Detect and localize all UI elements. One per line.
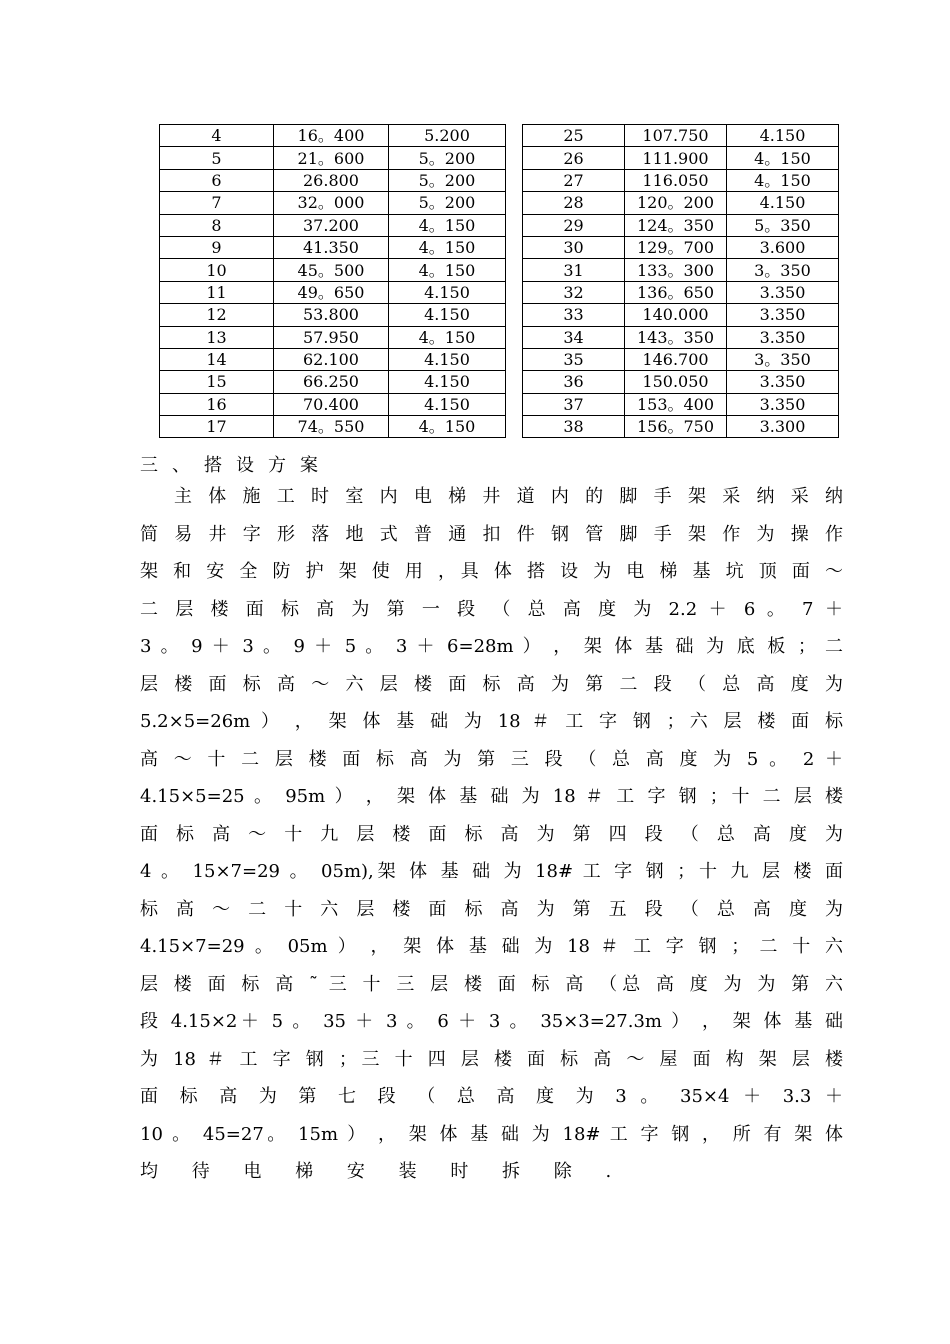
table-cell: 4。150: [389, 259, 506, 281]
table-row: [523, 125, 839, 147]
table-cell: 120。200: [625, 192, 727, 214]
table-cell: 3.350: [727, 326, 839, 348]
table-cell: 156。750: [625, 416, 727, 438]
paragraph-line: 高 ～ 十 二 层 楼 面 标 高 为 第 三 段 （ 总 高 度 为 5 。 2 ＋: [140, 748, 843, 770]
table-cell: 27: [523, 169, 625, 191]
table-row: [523, 147, 839, 169]
table-cell: 3.350: [727, 304, 839, 326]
table-cell: 28: [523, 192, 625, 214]
paragraph-line: 层 楼 面 标 高 ～ 六 层 楼 面 标 高 为 第 二 段 （ 总 高 度 为: [140, 673, 843, 695]
table-cell: 124。350: [625, 214, 727, 236]
table-cell: 143。350: [625, 326, 727, 348]
table-cell: 10: [160, 259, 274, 281]
table-cell: 146.700: [625, 348, 727, 370]
table-cell: 34: [523, 326, 625, 348]
table-cell: 4。150: [389, 416, 506, 438]
table-row: [160, 348, 506, 370]
paragraph-line: 10 。 45=27。 15m ） ， 架 体 基 础 为 18# 工 字 钢 ， 所 有 架 体: [140, 1123, 843, 1145]
paragraph-line: 标 高 ～ 二 十 六 层 楼 面 标 高 为 第 五 段 （ 总 高 度 为: [140, 898, 843, 920]
table-cell: 136。650: [625, 281, 727, 303]
table-cell: 3.350: [727, 393, 839, 415]
table-row: [160, 304, 506, 326]
table-cell: 4.150: [389, 281, 506, 303]
table-cell: 4: [160, 125, 274, 147]
table-row: [160, 393, 506, 415]
table-row: [523, 169, 839, 191]
table-row: [160, 192, 506, 214]
table-row: [160, 326, 506, 348]
table-cell: 4.150: [389, 348, 506, 370]
paragraph-line: 主 体 施 工 时 室 内 电 梯 井 道 内 的 脚 手 架 采 纳 采 纳: [174, 486, 843, 507]
table-cell: 26: [523, 147, 625, 169]
table-row: [160, 147, 506, 169]
table-row: [523, 214, 839, 236]
table-cell: 29: [523, 214, 625, 236]
table-cell: 16: [160, 393, 274, 415]
table-cell: 16。400: [274, 125, 389, 147]
table-cell: 111.900: [625, 147, 727, 169]
table-row: [523, 348, 839, 370]
table-cell: 7: [160, 192, 274, 214]
paragraph-line: 面 标 高 为 第 七 段 （ 总 高 度 为 3 。 35×4 ＋ 3.3 ＋: [140, 1086, 843, 1107]
table-cell: 5。200: [389, 192, 506, 214]
paragraph-line: 5.2×5=26m ） ， 架 体 基 础 为 18 ＃ 工 字 钢 ；六 层 楼 面 标: [140, 711, 843, 732]
table-cell: 4.150: [727, 192, 839, 214]
table-cell: 62.100: [274, 348, 389, 370]
paragraph-line: 二 层 楼 面 标 高 为 第 一 段 （ 总 高 度 为 2.2 ＋ 6 。 7 ＋: [140, 598, 843, 620]
table-row: [160, 416, 506, 438]
table-cell: 3.350: [727, 371, 839, 393]
table-cell: 9: [160, 236, 274, 258]
table-cell: 153。400: [625, 393, 727, 415]
elevation-table-right: [522, 124, 839, 438]
table-cell: 3。350: [727, 348, 839, 370]
table-cell: 41.350: [274, 236, 389, 258]
table-cell: 25: [523, 125, 625, 147]
table-row: [160, 281, 506, 303]
table-cell: 107.750: [625, 125, 727, 147]
table-cell: 150.050: [625, 371, 727, 393]
table-cell: 53.800: [274, 304, 389, 326]
table-cell: 5: [160, 147, 274, 169]
table-cell: 4。150: [727, 169, 839, 191]
table-cell: 12: [160, 304, 274, 326]
table-row: [523, 371, 839, 393]
table-cell: 15: [160, 371, 274, 393]
table-cell: 66.250: [274, 371, 389, 393]
paragraph-line: 架 和 安 全 防 护 架 使 用 ，具 体 搭 设 为 电 梯 基 坑 顶 面 ～: [140, 561, 843, 582]
paragraph-line: 层 楼 面 标 高 ˜ 三 十 三 层 楼 面 标 高 （总 高 度 为 为 第 六: [140, 973, 843, 995]
table-cell: 5。350: [727, 214, 839, 236]
section-heading: 三、搭设方案: [140, 455, 332, 476]
table-cell: 26.800: [274, 169, 389, 191]
table-row: [523, 192, 839, 214]
paragraph-line: 简 易 井 字 形 落 地 式 普 通 扣 件 钢 管 脚 手 架 作 为 操 作: [140, 523, 843, 545]
paragraph-line: 4.15×7=29 。 05m ） ， 架 体 基 础 为 18 ＃ 工 字 钢 ； 二 十 六: [140, 936, 843, 957]
table-row: [523, 304, 839, 326]
paragraph-line: 3 。 9 ＋ 3 。 9 ＋ 5 。 3 ＋ 6=28m ） ， 架 体 基 础 为 底 板 ； 二: [140, 636, 843, 657]
table-cell: 3.600: [727, 236, 839, 258]
table-cell: 5。200: [389, 169, 506, 191]
table-cell: 35: [523, 348, 625, 370]
paragraph-line: 面 标 高 ～ 十 九 层 楼 面 标 高 为 第 四 段 （ 总 高 度 为: [140, 823, 843, 845]
table-cell: 13: [160, 326, 274, 348]
table-cell: 17: [160, 416, 274, 438]
elevation-table-left: [159, 124, 506, 438]
table-cell: 45。500: [274, 259, 389, 281]
table-row: [523, 393, 839, 415]
paragraph-line: 为 18 ＃ 工 字 钢 ；三 十 四 层 楼 面 标 高 ～ 屋 面 构 架 层 楼: [140, 1048, 843, 1070]
table-row: [523, 416, 839, 438]
table-cell: 21。600: [274, 147, 389, 169]
table-cell: 6: [160, 169, 274, 191]
table-cell: 8: [160, 214, 274, 236]
table-cell: 11: [160, 281, 274, 303]
table-cell: 4.150: [389, 371, 506, 393]
table-cell: 3.300: [727, 416, 839, 438]
table-cell: 3。350: [727, 259, 839, 281]
table-cell: 14: [160, 348, 274, 370]
table-row: [160, 236, 506, 258]
table-cell: 74。550: [274, 416, 389, 438]
table-cell: 4。150: [389, 326, 506, 348]
table-cell: 3.350: [727, 281, 839, 303]
paragraph-line: 均 待 电 梯 安 装 时 拆 除 .: [140, 1161, 626, 1182]
table-cell: 32: [523, 281, 625, 303]
table-cell: 140.000: [625, 304, 727, 326]
table-cell: 31: [523, 259, 625, 281]
table-row: [160, 259, 506, 281]
table-cell: 36: [523, 371, 625, 393]
paragraph-line: 4 。 15×7=29 。 05m),架 体 基 础 为 18# 工 字 钢 ；十 九 层 楼 面: [140, 861, 843, 882]
table-row: [160, 214, 506, 236]
table-cell: 4.150: [389, 304, 506, 326]
table-cell: 4.150: [389, 393, 506, 415]
table-row: [160, 125, 506, 147]
paragraph-line: 段 4.15×2＋ 5 。 35 ＋ 3 。 6 ＋ 3 。 35×3=27.3m ） ， 架 体 基 础: [140, 1011, 843, 1032]
table-cell: 4。150: [727, 147, 839, 169]
table-cell: 30: [523, 236, 625, 258]
table-cell: 133。300: [625, 259, 727, 281]
table-cell: 5.200: [389, 125, 506, 147]
table-cell: 129。700: [625, 236, 727, 258]
table-cell: 32。000: [274, 192, 389, 214]
table-row: [160, 169, 506, 191]
table-cell: 33: [523, 304, 625, 326]
table-cell: 4。150: [389, 214, 506, 236]
table-cell: 38: [523, 416, 625, 438]
table-row: [523, 236, 839, 258]
paragraph-line: 4.15×5=25 。 95m ） ， 架 体 基 础 为 18 ＃ 工 字 钢 ；十 二 层 楼: [140, 786, 843, 807]
table-cell: 37: [523, 393, 625, 415]
table-cell: 70.400: [274, 393, 389, 415]
table-cell: 37.200: [274, 214, 389, 236]
table-row: [523, 259, 839, 281]
table-row: [523, 281, 839, 303]
table-cell: 5。200: [389, 147, 506, 169]
table-cell: 116.050: [625, 169, 727, 191]
table-cell: 57.950: [274, 326, 389, 348]
table-cell: 4.150: [727, 125, 839, 147]
table-cell: 49。650: [274, 281, 389, 303]
table-cell: 4。150: [389, 236, 506, 258]
table-row: [160, 371, 506, 393]
table-row: [523, 326, 839, 348]
